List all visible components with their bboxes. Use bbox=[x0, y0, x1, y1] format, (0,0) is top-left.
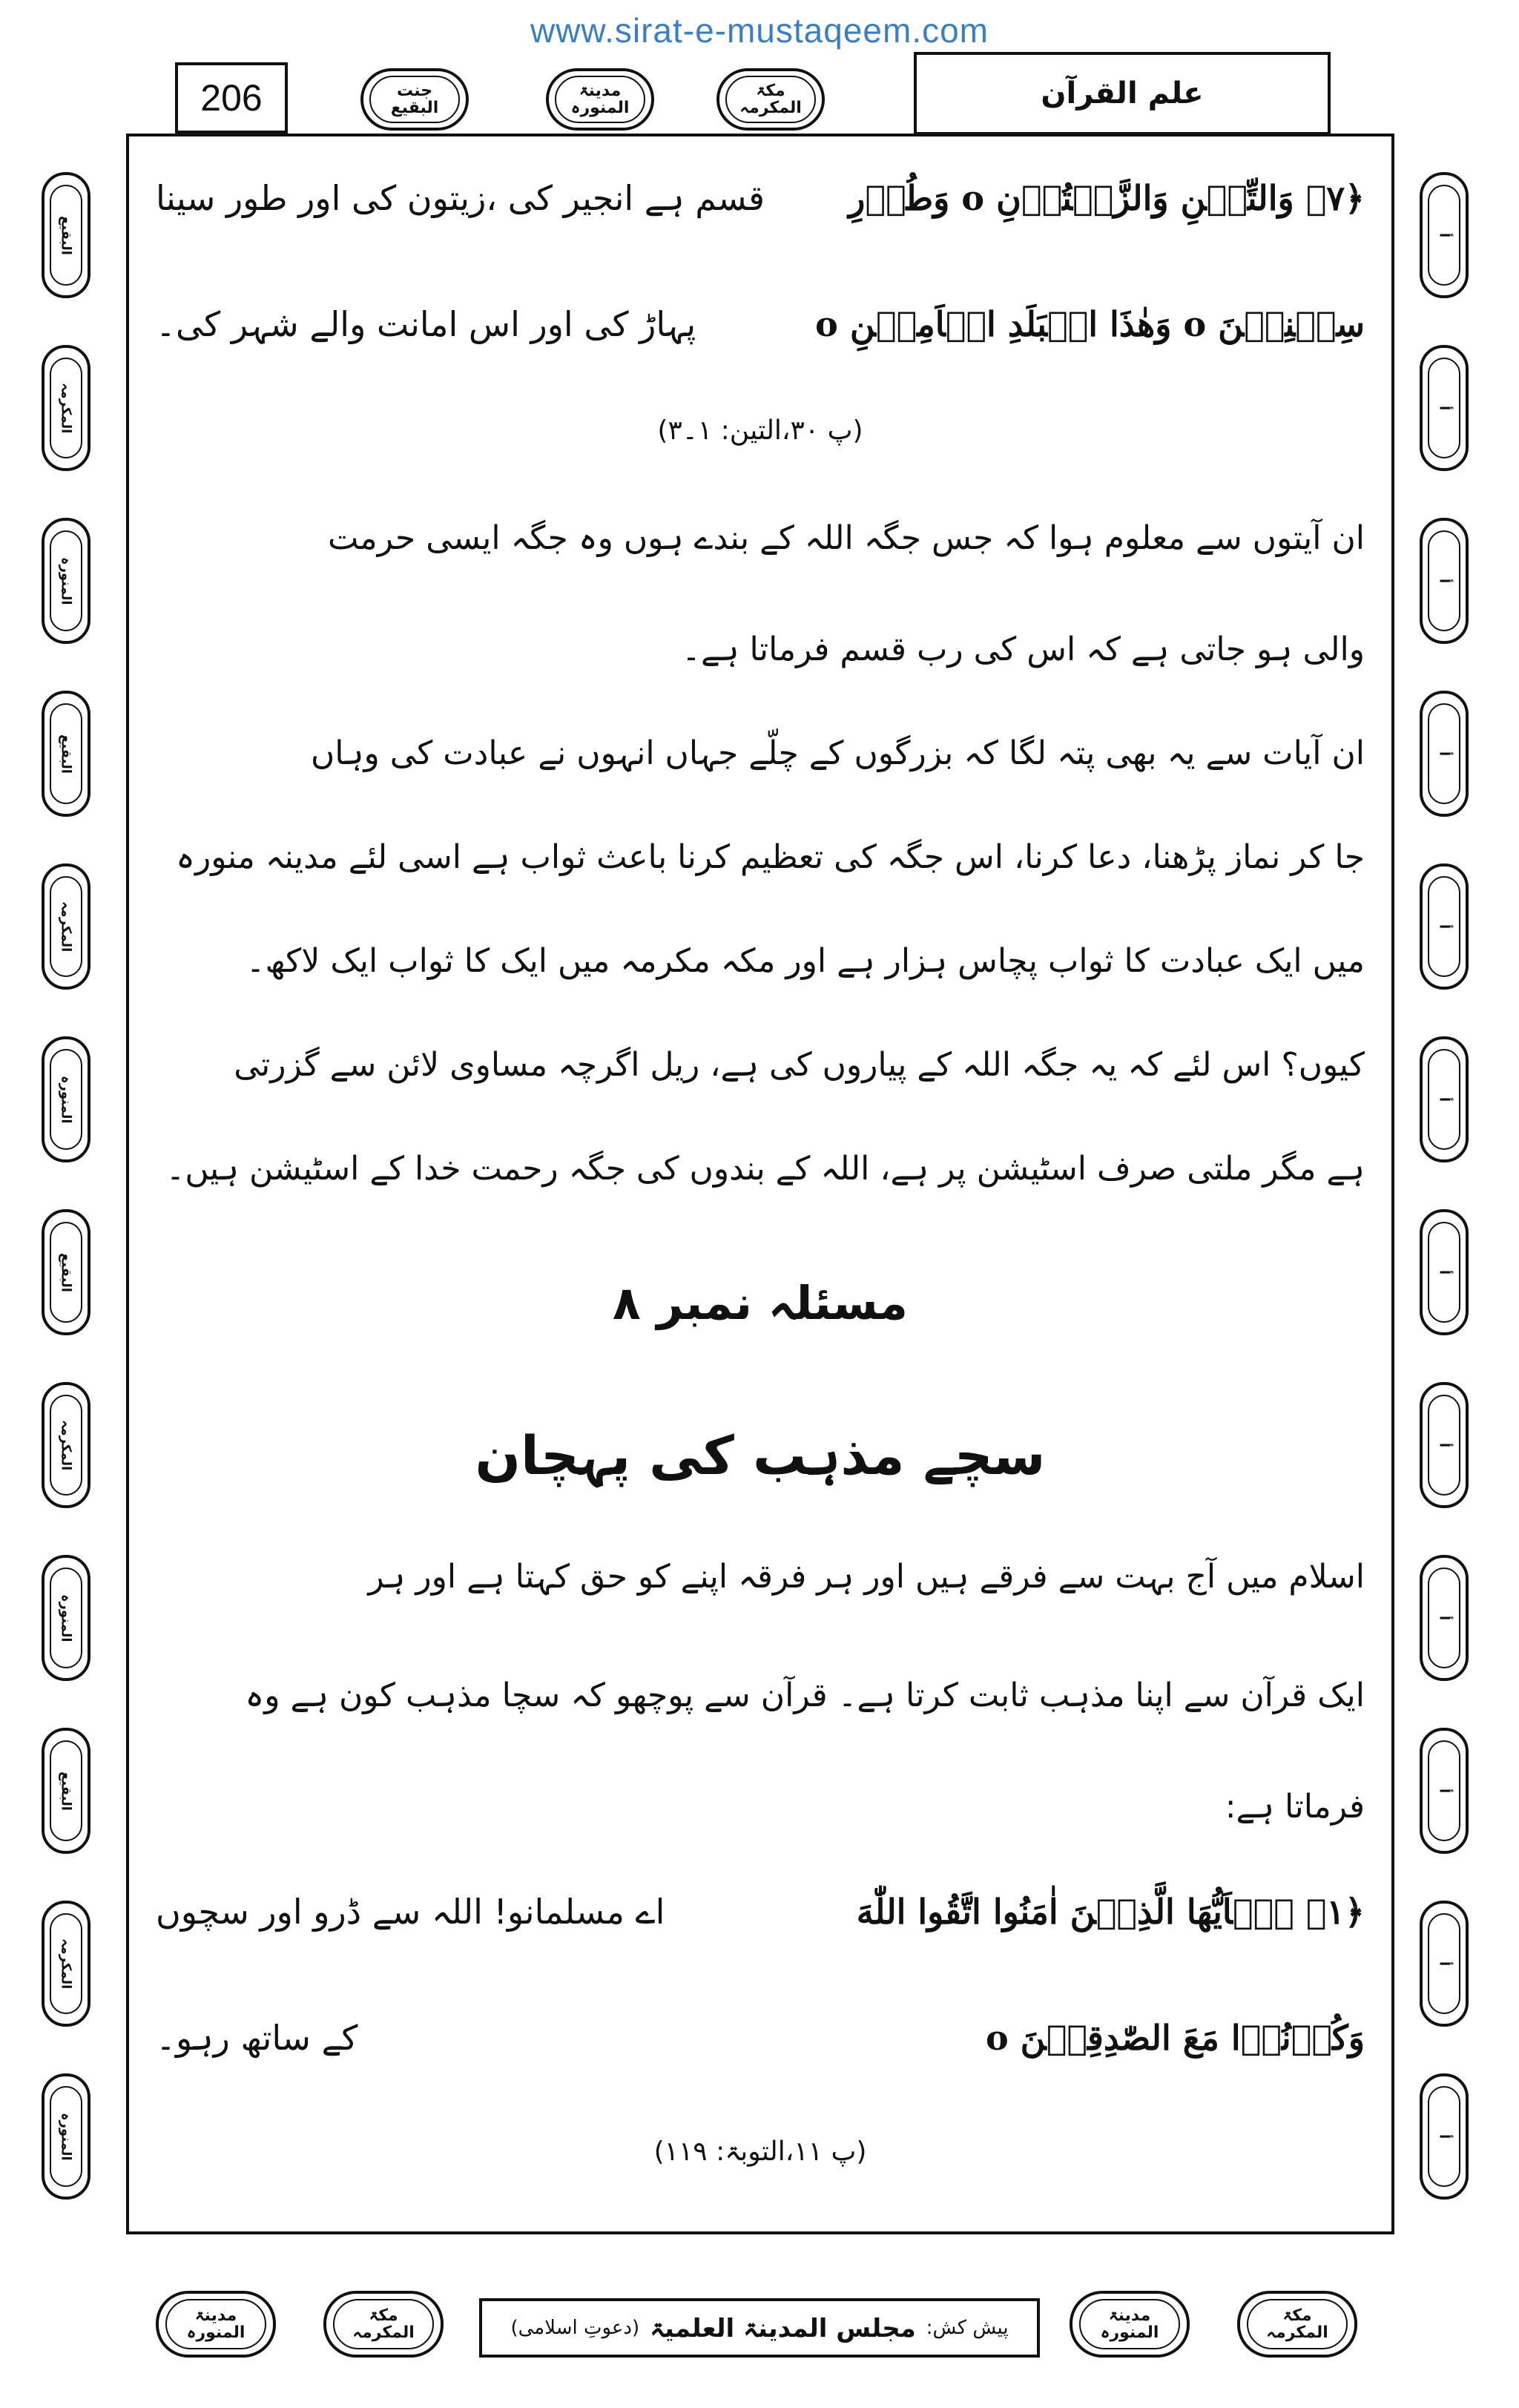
verse-reference: (پ ۳۰،التین: ۱۔۳) bbox=[657, 415, 863, 446]
ayah-arabic: ﴿۱﴾ یٰۤاَیُّهَا الَّذِیۡنَ اٰمَنُوا اتَّقُوا اللّٰهَ bbox=[856, 1892, 1365, 1932]
ayah-line bbox=[156, 304, 1365, 344]
seal-bottom-text: المنورہ bbox=[1100, 2323, 1159, 2342]
paragraph-line: ایک قرآن سے اپنا مذہب ثابت کرتا ہے۔ قرآن سے پوچھو کہ سچا مذہب کون ہے وہ bbox=[245, 1677, 1365, 1714]
seal-bottom-text: المنورہ bbox=[570, 98, 630, 117]
seal-makkah bbox=[716, 68, 825, 131]
website-url[interactable]: www.sirat-e-mustaqeem.com bbox=[530, 11, 989, 50]
ayah-line bbox=[156, 178, 1365, 218]
side-seal-left bbox=[42, 1728, 90, 1854]
book-title: علم القرآن bbox=[914, 52, 1331, 135]
publisher-box bbox=[479, 2298, 1040, 2358]
seal-top-text: مدینۃ bbox=[579, 81, 622, 100]
ayah-translation: پہاڑ کی اور اس امانت والے شہر کی۔ bbox=[156, 304, 696, 344]
side-seal-left bbox=[42, 1036, 90, 1162]
section-heading-title: سچے مذہب کی پہچان bbox=[475, 1424, 1046, 1487]
publisher-note: (دعوتِ اسلامی) bbox=[510, 2317, 640, 2339]
paragraph-line: جا کر نماز پڑھنا، دعا کرنا، اس جگہ کی تعظیم کرنا باعث ثواب ہے اسی لئے مدینہ منورہ bbox=[176, 838, 1365, 876]
side-seal-right bbox=[1420, 1382, 1469, 1508]
side-seal-text: المکرمہ bbox=[50, 1395, 83, 1496]
side-seal-left bbox=[42, 1209, 90, 1335]
ayah-arabic: وَکُوۡنُوۡا مَعَ الصّٰدِقِیۡنَ o bbox=[985, 2018, 1365, 2058]
ayah-arabic: سِیۡنِیۡنَ o وَهٰذَا الۡبَلَدِ الۡاَمِیۡنِ o bbox=[815, 304, 1365, 344]
side-seal-text: أ bbox=[1428, 703, 1461, 805]
side-seal-text: أ bbox=[1428, 185, 1461, 286]
seal-top-text: مکۃ bbox=[1282, 2306, 1312, 2325]
seal-bottom-text: المکرمہ bbox=[1266, 2323, 1328, 2342]
ayah-translation: قسم ہے انجیر کی ،زیتون کی اور طور سینا bbox=[156, 178, 765, 218]
side-seal-text: أ bbox=[1428, 2086, 1461, 2188]
seal-top-text: مکۃ bbox=[369, 2306, 398, 2325]
seal-jannat-ul-baqi bbox=[360, 68, 469, 131]
side-seal-right bbox=[1420, 2073, 1469, 2200]
side-seal-left bbox=[42, 345, 90, 471]
side-seal-left bbox=[42, 518, 90, 644]
seal-bottom-text: المکرمہ bbox=[352, 2323, 415, 2342]
side-seal-text: أ bbox=[1428, 1395, 1461, 1496]
section-heading-number: مسئلہ نمبر ۸ bbox=[612, 1276, 909, 1330]
side-seal-text: المکرمہ bbox=[50, 1913, 83, 2015]
ayah-line bbox=[156, 2018, 1365, 2058]
side-seal-right bbox=[1420, 172, 1469, 298]
seal-bottom-text: المنورہ bbox=[186, 2323, 246, 2342]
side-seal-right bbox=[1420, 345, 1469, 471]
side-seal-text: أ bbox=[1428, 530, 1461, 632]
side-seal-text: أ bbox=[1428, 1567, 1461, 1669]
side-seal-right bbox=[1420, 863, 1469, 990]
ayah-translation: کے ساتھ رہو۔ bbox=[156, 2018, 358, 2058]
side-seal-right bbox=[1420, 1901, 1469, 2027]
paragraph-line: ان آیات سے یہ بھی پتہ لگا کہ بزرگوں کے چلّے جہاں انہوں نے عبادت کی وہاں bbox=[310, 734, 1365, 772]
footer-seal-madina bbox=[156, 2291, 276, 2358]
publisher-name: مجلس المدینۃ العلمیۃ bbox=[650, 2313, 916, 2343]
side-seal-text: المنورہ bbox=[50, 2086, 83, 2188]
side-seal-left bbox=[42, 1555, 90, 1681]
ayah-arabic: ﴿۷﴾ وَالتِّیۡنِ وَالزَّیۡتُوۡنِ o وَطُوۡرِ bbox=[849, 178, 1365, 218]
paragraph-line: ان آیتوں سے معلوم ہوا کہ جس جگہ اللہ کے بندے ہوں وہ جگہ ایسی حرمت bbox=[327, 519, 1365, 557]
paragraph-line: ہے مگر ملتی صرف اسٹیشن پر ہے، اللہ کے بندوں کی جگہ رحمت خدا کے اسٹیشن ہیں۔ bbox=[165, 1150, 1365, 1188]
side-seal-left bbox=[42, 172, 90, 298]
side-seal-left bbox=[42, 1382, 90, 1508]
verse-reference: (پ ۱۱،التوبۃ: ۱۱۹) bbox=[653, 2136, 867, 2167]
paragraph-line: میں ایک عبادت کا ثواب پچاس ہزار ہے اور مکہ مکرمہ میں ایک کا ثواب ایک لاکھ۔ bbox=[246, 942, 1365, 980]
page-number: 206 bbox=[175, 62, 288, 134]
side-seal-right bbox=[1420, 518, 1469, 644]
footer-seal-makkah bbox=[1237, 2291, 1357, 2358]
side-seal-text: المنورہ bbox=[50, 530, 83, 632]
side-seal-right bbox=[1420, 1555, 1469, 1681]
side-seal-text: أ bbox=[1428, 1740, 1461, 1842]
paragraph-line: کیوں؟ اس لئے کہ یہ جگہ اللہ کے پیاروں کی ہے، ریل اگرچہ مساوی لائن سے گزرتی bbox=[234, 1046, 1365, 1084]
footer-seal-madina bbox=[1070, 2291, 1190, 2358]
side-seal-right bbox=[1420, 1209, 1469, 1335]
seal-top-text: مدینۃ bbox=[1108, 2306, 1151, 2325]
ayah-line bbox=[156, 1892, 1365, 1932]
side-seal-text: المنورہ bbox=[50, 1049, 83, 1151]
side-seal-text: المکرمہ bbox=[50, 358, 83, 459]
side-seal-right bbox=[1420, 1036, 1469, 1162]
side-seal-text: أ bbox=[1428, 358, 1461, 459]
seal-bottom-text: المکرمہ bbox=[739, 98, 802, 117]
seal-madina bbox=[546, 68, 654, 131]
side-seal-right bbox=[1420, 1728, 1469, 1854]
side-seal-text: المکرمہ bbox=[50, 876, 83, 978]
ayah-translation: اے مسلمانو! اللہ سے ڈرو اور سچوں bbox=[156, 1892, 665, 1932]
paragraph-line: والی ہو جاتی ہے کہ اس کی رب قسم فرماتا ہے۔ bbox=[682, 631, 1365, 668]
side-seal-text: أ bbox=[1428, 1222, 1461, 1323]
paragraph-line: فرماتا ہے: bbox=[1225, 1788, 1365, 1826]
seal-top-text: مکۃ bbox=[756, 81, 785, 100]
side-seal-text: البقیع bbox=[50, 1222, 83, 1323]
side-seal-text: المنورہ bbox=[50, 1567, 83, 1669]
side-seal-left bbox=[42, 863, 90, 990]
paragraph-line: اسلام میں آج بہت سے فرقے ہیں اور ہر فرقہ اپنے کو حق کہتا ہے اور ہر bbox=[368, 1558, 1365, 1596]
presented-by-label: پیش کش: bbox=[926, 2317, 1009, 2339]
seal-bottom-text: البقیع bbox=[390, 98, 439, 117]
side-seal-left bbox=[42, 2073, 90, 2200]
side-seal-left bbox=[42, 1901, 90, 2027]
side-seal-right bbox=[1420, 691, 1469, 817]
side-seal-text: البقیع bbox=[50, 185, 83, 286]
side-seal-left bbox=[42, 691, 90, 817]
footer-seal-makkah bbox=[323, 2291, 444, 2358]
side-seal-text: أ bbox=[1428, 1049, 1461, 1151]
side-seal-text: أ bbox=[1428, 876, 1461, 978]
seal-top-text: جنت bbox=[396, 81, 433, 100]
side-seal-text: البقیع bbox=[50, 703, 83, 805]
side-seal-text: أ bbox=[1428, 1913, 1461, 2015]
seal-top-text: مدینۃ bbox=[194, 2306, 237, 2325]
side-seal-text: البقیع bbox=[50, 1740, 83, 1842]
